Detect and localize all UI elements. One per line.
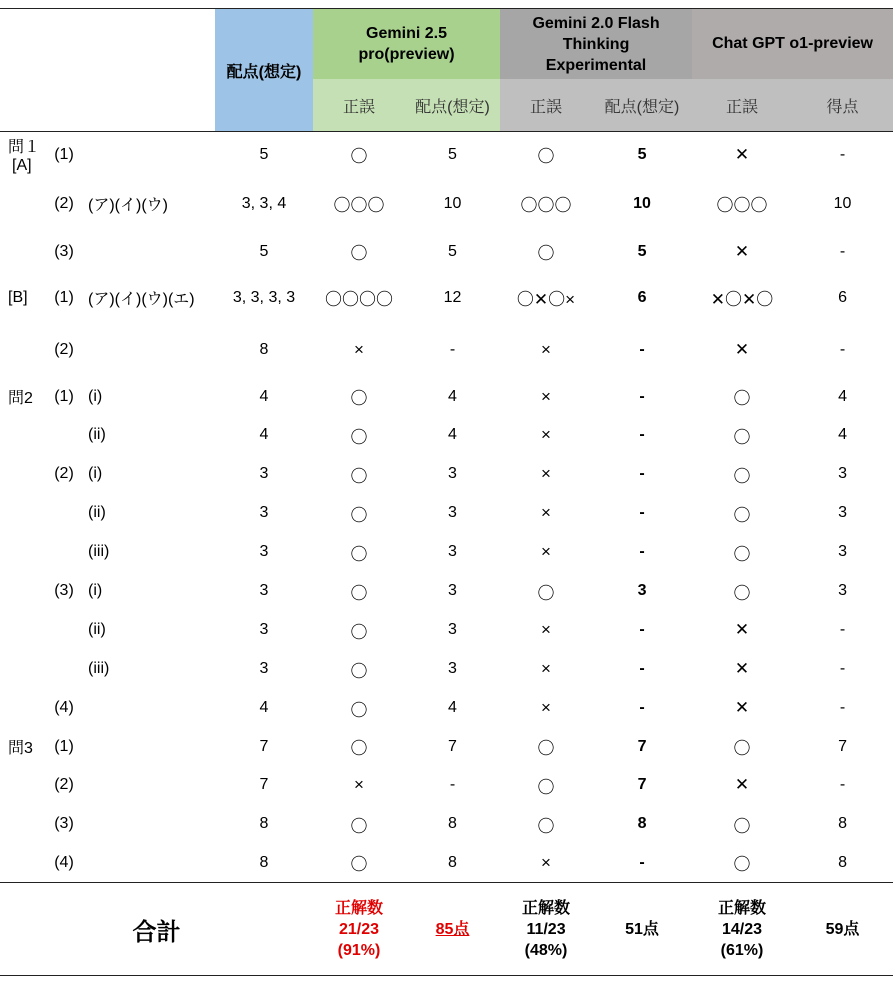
gemini25-seigo-cell: 〇 (350, 147, 368, 167)
gemini20-points-cell: 10 (633, 194, 651, 212)
subpart-label (84, 230, 215, 274)
header-gemini25-line1: Gemini 2.5 (366, 25, 447, 42)
gemini25-points-cell: 3 (448, 660, 457, 677)
gemini25-seigo-cell: 〇 (350, 427, 368, 447)
gemini20-seigo-cell: × (541, 620, 551, 639)
gemini25-points-cell: 4 (448, 699, 457, 716)
table-row (0, 378, 893, 416)
gemini25-seigo-cell: 〇 (350, 244, 368, 263)
haiten-cell: 3, 3, 3, 3 (232, 288, 296, 306)
chatgpt-points-cell: 7 (838, 737, 847, 755)
gemini25-points-cell: 12 (443, 288, 462, 306)
chatgpt-points-cell: - (839, 242, 846, 260)
question-label (0, 689, 44, 728)
gemini20-seigo-cell: 〇 (537, 816, 555, 836)
gemini25-correct-label: 正解数 (334, 899, 383, 917)
haiten-cell: 3 (259, 582, 269, 599)
gemini20-points-cell: 5 (637, 145, 647, 163)
gemini25-seigo-cell: 〇 (350, 661, 368, 681)
question-label (0, 611, 44, 650)
table-row (0, 805, 893, 844)
gemini25-seigo-cell: 〇 (350, 505, 368, 525)
chatgpt-points-cell: 3 (838, 504, 847, 521)
header-row-2 (0, 79, 893, 132)
header-haiten-label: 配点(想定) (226, 63, 302, 81)
chatgpt-points-cell: 6 (838, 288, 847, 306)
table-row (0, 844, 893, 883)
question-label (0, 322, 44, 378)
chatgpt-seigo-cell: 〇 (733, 739, 751, 758)
haiten-cell: 5 (259, 242, 269, 260)
header-gemini20-line3: Experimental (545, 56, 647, 74)
chatgpt-seigo-cell: ✕ (734, 659, 750, 678)
chatgpt-seigo-cell: ✕ (734, 241, 750, 261)
gemini25-points-cell: 8 (448, 853, 457, 871)
gemini20-seigo-cell: 〇 (537, 147, 555, 167)
gemini25-points-cell: 5 (448, 242, 457, 260)
haiten-cell: 7 (259, 737, 269, 755)
gemini25-points-cell: 8 (448, 815, 457, 832)
header-chatgpt-label: Chat GPT o1-preview (712, 35, 873, 52)
chatgpt-points-cell: 3 (838, 543, 847, 560)
part-label: (2) (54, 776, 74, 793)
question-label (0, 766, 44, 805)
gemini20-seigo-cell: 〇〇〇 (520, 196, 572, 215)
part-label: (2) (54, 465, 74, 482)
gemini25-points-cell: 5 (448, 145, 457, 163)
table-row (0, 533, 893, 572)
chatgpt-tokuten-header: 得点 (792, 79, 893, 132)
gemini20-correct-percent: (48%) (524, 941, 568, 959)
question-number: [B] (8, 288, 28, 306)
gemini20-points-cell: - (639, 340, 645, 358)
chatgpt-seigo-cell: ✕ (734, 775, 750, 794)
question-label (0, 844, 44, 883)
chatgpt-seigo-cell: ✕ (734, 144, 750, 164)
table-row (0, 494, 893, 533)
chatgpt-points-cell: - (839, 621, 846, 638)
subpart-label: (ア)(イ)(ウ)(エ) (88, 291, 195, 308)
gemini20-points-cell: - (639, 504, 645, 521)
gemini20-seigo-cell: 〇✕〇× (516, 290, 576, 309)
gemini20-seigo-cell: × (541, 386, 551, 406)
haiten-cell: 3 (259, 465, 269, 482)
gemini20-points-cell: - (639, 699, 645, 716)
gemini25-correct-ratio: 21/23 (338, 920, 380, 938)
table-row (0, 728, 893, 766)
gemini20-points-cell: 6 (637, 288, 647, 306)
chatgpt-seigo-cell: ✕ (734, 339, 750, 359)
question-label (0, 274, 44, 322)
gemini20-seigo-cell: × (541, 425, 551, 444)
gemini20-seigo-cell: × (541, 503, 551, 522)
table-row (0, 274, 893, 322)
question-label (0, 650, 44, 689)
haiten-cell: 5 (259, 145, 269, 163)
chatgpt-points-cell: 4 (838, 387, 847, 405)
header-gemini25-line2: pro(preview) (358, 46, 455, 63)
question-label (0, 178, 44, 230)
chatgpt-seigo-cell: ✕ (734, 698, 750, 717)
gemini25-seigo-cell: 〇 (350, 739, 368, 758)
question-label (0, 416, 44, 455)
total-label: 合計 (0, 883, 313, 976)
chatgpt-seigo-header: 正誤 (692, 79, 792, 132)
part-label: (1) (54, 387, 74, 405)
part-label (44, 533, 84, 572)
table-row (0, 178, 893, 230)
question-label (0, 132, 44, 178)
table-row (0, 322, 893, 378)
chatgpt-correct-percent: (61%) (720, 941, 764, 959)
gemini25-points-cell: 3 (448, 465, 457, 482)
gemini25-points-cell: 10 (443, 194, 462, 212)
part-label: (1) (54, 737, 74, 755)
question-number: 問3 (8, 740, 33, 757)
chatgpt-seigo-cell: 〇〇〇 (716, 196, 768, 215)
subpart-label: (i) (88, 582, 103, 599)
part-label: (2) (54, 340, 74, 358)
haiten-cell: 8 (259, 340, 269, 358)
header-gemini25 (313, 9, 500, 80)
chatgpt-seigo-cell: 〇 (733, 505, 751, 525)
gemini20-seigo-cell: × (541, 542, 551, 561)
chatgpt-points-cell: 4 (838, 426, 847, 443)
gemini25-seigo-cell: 〇 (350, 816, 368, 836)
subpart-label (84, 766, 215, 805)
chatgpt-correct-label: 正解数 (718, 899, 767, 917)
gemini20-points-cell: 7 (637, 776, 647, 793)
gemini20-total-points: 51点 (592, 883, 692, 976)
gemini20-points-cell: - (639, 387, 645, 405)
part-label (44, 650, 84, 689)
gemini20-points-cell: - (639, 853, 645, 871)
gemini20-seigo-cell: × (541, 852, 551, 872)
gemini25-seigo-cell: 〇 (350, 389, 368, 408)
chatgpt-points-cell: - (839, 340, 846, 358)
question-number: 問2 (8, 390, 33, 407)
subpart-label (84, 132, 215, 178)
question-label (0, 230, 44, 274)
header-haiten (215, 9, 313, 132)
gemini20-seigo-cell: 〇 (537, 739, 555, 758)
chatgpt-total-points: 59点 (792, 883, 893, 976)
subpart-label: (ii) (88, 621, 106, 638)
chatgpt-seigo-cell: 〇 (733, 389, 751, 408)
gemini25-points-cell: 7 (448, 737, 457, 755)
gemini25-points-cell: 3 (448, 504, 457, 521)
gemini25-seigo-cell: × (354, 339, 364, 359)
chatgpt-seigo-cell: ✕〇✕〇 (710, 290, 774, 309)
table-row (0, 766, 893, 805)
gemini20-seigo-cell: 〇 (537, 244, 555, 263)
chatgpt-points-cell: - (839, 699, 846, 716)
part-label: (1) (54, 145, 74, 163)
gemini20-seigo-cell: × (541, 464, 551, 483)
gemini25-seigo-header: 正誤 (313, 79, 405, 132)
gemini20-points-cell: 7 (637, 737, 647, 755)
gemini20-correct-count (500, 883, 592, 976)
table-row (0, 132, 893, 178)
chatgpt-correct-ratio: 14/23 (721, 920, 763, 938)
gemini25-points-cell: 4 (448, 426, 457, 443)
table-row (0, 689, 893, 728)
part-label (44, 416, 84, 455)
gemini20-points-cell: - (639, 465, 645, 482)
question-label (0, 805, 44, 844)
question-label (0, 533, 44, 572)
gemini25-total-points (405, 883, 500, 976)
chatgpt-seigo-cell: 〇 (733, 466, 751, 486)
gemini25-seigo-cell: 〇 (350, 583, 368, 603)
gemini20-seigo-cell: 〇 (537, 777, 555, 797)
gemini25-seigo-cell: 〇 (350, 544, 368, 564)
gemini20-points-cell: - (639, 543, 645, 560)
header-blank (0, 9, 215, 80)
gemini25-points-cell: - (449, 776, 456, 793)
gemini25-seigo-cell: 〇 (350, 466, 368, 486)
gemini20-points-cell: - (639, 426, 645, 443)
table-row (0, 572, 893, 611)
question-label (0, 728, 44, 766)
part-label: (4) (54, 853, 74, 871)
gemini25-points-cell: 3 (448, 543, 457, 560)
chatgpt-seigo-cell: 〇 (733, 427, 751, 447)
gemini20-haiten-header: 配点(想定) (592, 79, 692, 132)
question-label (0, 455, 44, 494)
gemini25-seigo-cell: 〇〇〇 (333, 196, 385, 215)
subpart-label (84, 689, 215, 728)
part-label: (3) (54, 242, 74, 260)
gemini20-correct-label: 正解数 (522, 899, 571, 917)
gemini25-haiten-header: 配点(想定) (405, 79, 500, 132)
subpart-label (84, 844, 215, 883)
subpart-label: (ア)(イ)(ウ) (88, 197, 168, 214)
gemini25-correct-count (313, 883, 405, 976)
table-row (0, 650, 893, 689)
header-gemini20-line2: Thinking (562, 35, 630, 53)
question-label (0, 572, 44, 611)
haiten-cell: 8 (259, 853, 269, 871)
chatgpt-correct-count (692, 883, 792, 976)
subpart-label: (iii) (88, 660, 110, 677)
chatgpt-points-cell: - (839, 776, 846, 793)
chatgpt-seigo-cell: 〇 (733, 816, 751, 836)
haiten-cell: 3, 3, 4 (241, 194, 287, 212)
chatgpt-seigo-cell: 〇 (733, 583, 751, 603)
haiten-cell: 4 (259, 426, 269, 443)
chatgpt-points-cell: - (839, 145, 846, 163)
gemini25-points-cell: - (449, 340, 456, 358)
part-label: (3) (54, 582, 74, 599)
chatgpt-seigo-cell: 〇 (733, 544, 751, 564)
part-label (44, 611, 84, 650)
gemini25-seigo-cell: × (354, 775, 364, 794)
part-label: (3) (54, 815, 74, 832)
chatgpt-points-cell: 3 (838, 465, 847, 482)
gemini20-points-cell: 5 (637, 242, 647, 260)
gemini25-points-cell: 4 (448, 387, 457, 405)
gemini20-points-cell: 3 (637, 582, 647, 599)
header-row-1 (0, 9, 893, 80)
gemini20-points-cell: 8 (637, 815, 647, 832)
gemini25-seigo-cell: 〇 (350, 622, 368, 642)
gemini25-seigo-cell: 〇〇〇〇 (325, 290, 393, 309)
subpart-label: (i) (88, 465, 103, 482)
gemini25-total-points-value: 85点 (435, 920, 470, 938)
chatgpt-points-cell: 10 (833, 194, 852, 212)
gemini20-seigo-cell: × (541, 339, 551, 359)
header-chatgpt (692, 9, 893, 80)
haiten-cell: 4 (259, 387, 269, 405)
subpart-label (84, 728, 215, 766)
table-row (0, 455, 893, 494)
header-blank-2 (0, 79, 215, 132)
gemini25-correct-percent: (91%) (337, 941, 381, 959)
gemini20-seigo-cell: × (541, 698, 551, 717)
table-row (0, 416, 893, 455)
question-number: 問１ (8, 139, 41, 156)
chatgpt-points-cell: - (839, 660, 846, 677)
table-row (0, 230, 893, 274)
subpart-label: (ii) (88, 426, 106, 443)
subpart-label: (ii) (88, 504, 106, 521)
header-gemini20 (500, 9, 692, 80)
gemini25-points-cell: 3 (448, 582, 457, 599)
haiten-cell: 3 (259, 660, 269, 677)
gemini20-correct-ratio: 11/23 (526, 920, 566, 938)
part-label: (4) (54, 699, 74, 716)
gemini20-seigo-header: 正誤 (500, 79, 592, 132)
chatgpt-points-cell: 3 (838, 582, 847, 599)
chatgpt-points-cell: 8 (838, 853, 847, 871)
subpart-label: (i) (88, 387, 103, 405)
total-row (0, 883, 893, 976)
haiten-cell: 3 (259, 621, 269, 638)
gemini20-seigo-cell: 〇 (537, 583, 555, 603)
header-gemini20-line1: Gemini 2.0 Flash (532, 14, 660, 32)
haiten-cell: 3 (259, 504, 269, 521)
gemini25-seigo-cell: 〇 (350, 855, 368, 875)
chatgpt-seigo-cell: 〇 (733, 855, 751, 875)
haiten-cell: 3 (259, 543, 269, 560)
gemini20-seigo-cell: × (541, 659, 551, 678)
question-label (0, 494, 44, 533)
haiten-cell: 7 (259, 776, 269, 793)
gemini25-points-cell: 3 (448, 621, 457, 638)
part-label: (2) (54, 194, 74, 212)
subpart-label (84, 805, 215, 844)
gemini20-points-cell: - (639, 660, 645, 677)
part-label: (1) (54, 288, 74, 306)
haiten-cell: 4 (259, 699, 269, 716)
chatgpt-seigo-cell: ✕ (734, 620, 750, 639)
haiten-cell: 8 (259, 815, 269, 832)
gemini20-points-cell: - (639, 621, 645, 638)
part-label (44, 494, 84, 533)
subpart-label (84, 322, 215, 378)
table-row (0, 611, 893, 650)
subpart-label: (iii) (88, 543, 110, 560)
chatgpt-points-cell: 8 (838, 815, 847, 832)
score-comparison-table (0, 8, 893, 976)
question-label (0, 378, 44, 416)
gemini25-seigo-cell: 〇 (350, 700, 368, 720)
question-section: [A] (12, 157, 32, 174)
